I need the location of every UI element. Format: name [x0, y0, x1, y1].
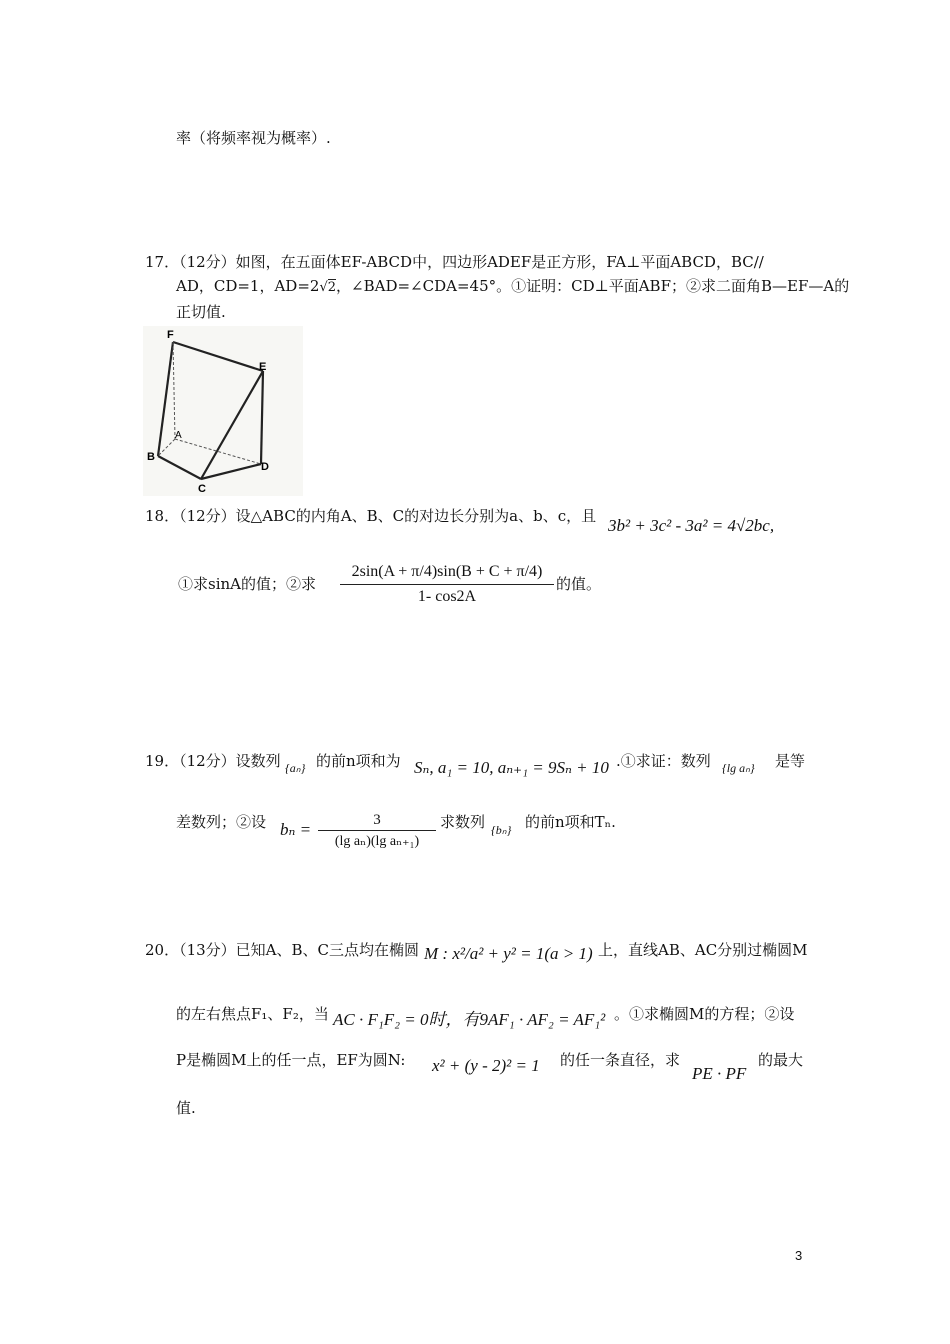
intro-tail-text: 率（将频率视为概率）.: [176, 129, 331, 147]
q20-line4: 值.: [176, 1099, 196, 1117]
label-E: E: [259, 361, 267, 373]
q19-bn-fraction: [318, 810, 436, 853]
q19-seq-lg: {lg aₙ}: [722, 761, 755, 775]
q20-line1b: 上，直线AB、AC分别过椭圆M: [598, 941, 808, 959]
pentahedron-figure: [143, 326, 303, 496]
q17-line2a: AD，CD=1，AD=2: [176, 277, 320, 295]
label-D: D: [261, 461, 269, 473]
q20-ellipse: M : x²/a² + y² = 1(a > 1): [424, 944, 593, 963]
q20-line2a: 的左右焦点F₁、F₂，当: [176, 1005, 329, 1023]
q18-fraction-denominator: 1- cos2A: [417, 588, 477, 605]
q19-condition: Sₙ, a₁ = 10, aₙ₊₁ = 9Sₙ + 10: [414, 758, 609, 777]
label-A: A: [175, 430, 182, 441]
q17-line2: [176, 276, 849, 298]
q20-circle: x² + (y - 2)² = 1: [432, 1056, 540, 1075]
label-B: B: [147, 451, 155, 463]
q17-sqrt-value: 2: [327, 280, 337, 295]
q20-line1a: 20．（13分）已知A、B、C三点均在椭圆: [145, 941, 420, 959]
q18-condition: 3b² + 3c² - 3a² = 4√2bc,: [608, 516, 775, 535]
q18-fraction-numerator: 2sin(A + π/4)sin(B + C + π/4): [351, 563, 543, 580]
q18-line2a: ①求sinA的值；②求: [178, 575, 316, 593]
q17-line1: 17．（12分）如图，在五面体EF-ABCD中，四边形ADEF是正方形，FA⊥平面ABCD，BC//: [145, 253, 764, 271]
q20-line2b: 。①求椭圆M的方程；②设: [614, 1005, 795, 1023]
q18-fraction: [340, 560, 554, 609]
q20-line3c: 的最大: [758, 1051, 804, 1069]
q19-bn-lhs: bₙ =: [280, 820, 312, 839]
q19-line1a: 19．（12分）设数列: [145, 752, 281, 770]
page-number: 3: [795, 1248, 803, 1263]
q19-bn-denominator: (lg aₙ)(lg aₙ₊₁): [334, 834, 420, 849]
q20-dot-product: PE · PF: [692, 1064, 747, 1083]
q19-bn-numerator: 3: [373, 812, 381, 828]
q19-line2a: 差数列；②设: [176, 813, 267, 831]
sqrt-symbol: √: [319, 280, 328, 295]
q17-line2b: ，∠BAD=∠CDA=45°。①证明：CD⊥平面ABF；②求二面角B—EF—A的: [336, 277, 850, 295]
q19-line1d: 是等: [775, 752, 806, 770]
label-C: C: [198, 483, 206, 495]
q19-line1b: 的前n项和为: [316, 752, 401, 770]
q19-line2b: 求数列: [440, 813, 486, 831]
q18-line1: 18．（12分）设△ABC的内角A、B、C的对边长分别为a、b、c，且: [145, 507, 597, 525]
q17-line3: 正切值.: [176, 303, 226, 321]
q20-line3a: P是椭圆M上的任一点，EF为圆N:: [176, 1051, 406, 1069]
q19-line1c: .①求证：数列: [616, 752, 711, 770]
q20-condition: AC · F₁F₂ = 0时，有9AF₁ · AF₂ = AF₁²: [333, 1010, 606, 1029]
q19-seq-a: {aₙ}: [285, 761, 306, 775]
q19-line2c: 的前n项和Tₙ.: [525, 813, 616, 831]
q19-seq-b: {bₙ}: [491, 823, 512, 837]
q18-line2b: 的值。: [556, 575, 602, 593]
q20-line3b: 的任一条直径，求: [560, 1051, 681, 1069]
label-F: F: [167, 329, 174, 341]
